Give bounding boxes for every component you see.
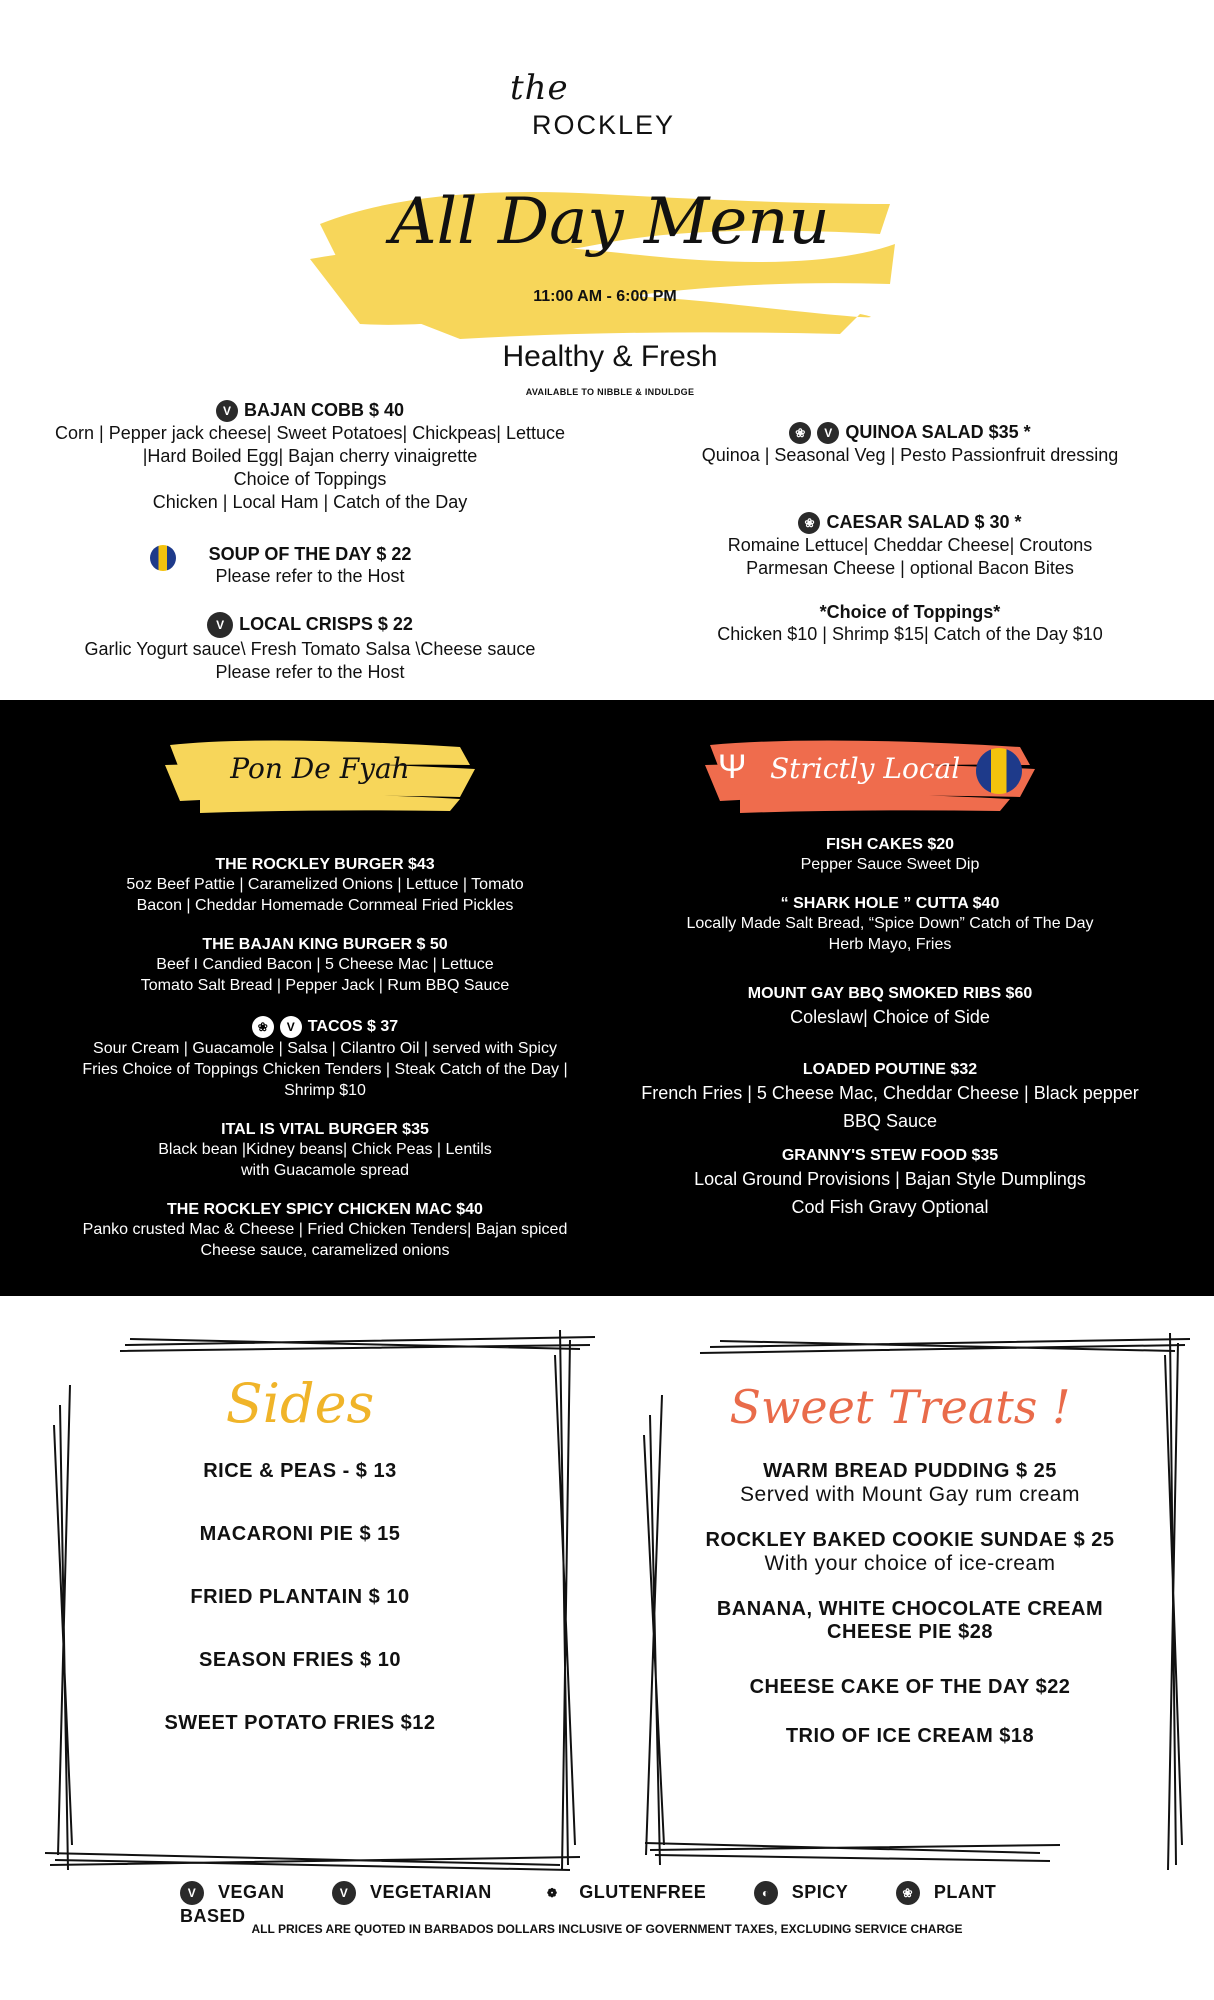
pon-de-fyah-list	[30, 856, 620, 1261]
item-desc-1: Coleslaw| Choice of Side	[790, 1007, 990, 1027]
item-desc-2: Fries Choice of Toppings Chicken Tenders | Steak Catch of the Day |	[82, 1061, 568, 1078]
vegetarian-icon: V	[817, 422, 839, 444]
logo-name: ROCKLEY	[532, 110, 676, 140]
item-desc-1: Romaine Lettuce| Cheddar Cheese| Croutons	[727, 535, 1093, 556]
item-title: *Choice of Toppings*	[819, 602, 1001, 622]
choice-of-toppings	[650, 602, 1170, 646]
item-desc-2: with Guacamole spread	[240, 1162, 410, 1179]
vegan-icon: V	[207, 612, 233, 638]
sweet-item-title: ROCKLEY BAKED COOKIE SUNDAE $ 25	[705, 1529, 1115, 1551]
item-title: LOCAL CRISPS $ 22	[239, 613, 413, 634]
item-desc-2: Cod Fish Gravy Optional	[791, 1197, 989, 1217]
sweet-item-title: BANANA, WHITE CHOCOLATE CREAM	[716, 1598, 1104, 1620]
item-desc-2: Parmesan Cheese | optional Bacon Bites	[746, 558, 1074, 579]
sweet-item-title: TRIO OF ICE CREAM $18	[785, 1725, 1035, 1747]
item-desc-2: |Hard Boiled Egg| Bajan cherry vinaigrette	[142, 446, 478, 467]
item-desc-2: Tomato Salt Bread | Pepper Jack | Rum BBQ Sauce	[140, 977, 510, 994]
sweet-item-desc: Served with Mount Gay rum cream	[740, 1483, 1080, 1506]
item-title: TACOS $ 37	[307, 1018, 399, 1036]
rockley-burger-item	[30, 856, 620, 916]
item-title: BAJAN COBB $ 40	[243, 400, 405, 420]
sweet-item-title-2: CHEESE PIE $28	[827, 1621, 993, 1643]
item-desc-2: Cheese sauce, caramelized onions	[200, 1242, 450, 1259]
stew-food-item	[610, 1147, 1170, 1221]
menu-title: All Day Menu	[390, 185, 830, 259]
item-desc-1: Garlic Yogurt sauce\ Fresh Tomato Salsa \Cheese sauce	[84, 639, 536, 659]
footer-note: ALL PRICES ARE QUOTED IN BARBADOS DOLLARS INCLUSIVE OF GOVERNMENT TAXES, EXCLUDING SERVICE CHARGE	[251, 1922, 963, 1936]
item-desc-2: Herb Mayo, Fries	[828, 936, 952, 953]
side-item: SEASON FRIES $ 10	[199, 1649, 401, 1671]
legend-label: GLUTENFREE	[579, 1881, 707, 1902]
item-title: MOUNT GAY BBQ SMOKED RIBS $60	[747, 985, 1033, 1002]
item-title: GRANNY'S STEW FOOD $35	[781, 1147, 999, 1164]
spicy-chicken-mac-item	[30, 1201, 620, 1261]
item-desc-4: Chicken | Local Ham | Catch of the Day	[152, 492, 468, 513]
side-item: MACARONI PIE $ 15	[199, 1523, 401, 1545]
item-title: THE ROCKLEY BURGER $43	[215, 856, 435, 873]
bbq-ribs-item	[610, 985, 1170, 1031]
item-desc-1: Pepper Sauce Sweet Dip	[800, 856, 980, 873]
gluten-free-icon: ❁	[539, 1880, 565, 1906]
item-desc-1: Sour Cream | Guacamole | Salsa | Cilantro Oil | served with Spicy	[93, 1040, 557, 1057]
legend-label: SPICY	[791, 1881, 849, 1902]
item-desc-1: French Fries | 5 Cheese Mac, Cheddar Cheese | Black pepper	[641, 1083, 1139, 1103]
bajan-king-burger-item	[30, 936, 620, 996]
sweets-title: Sweet Treats !	[729, 1380, 1071, 1434]
fish-cakes-item	[610, 836, 1170, 875]
item-title: LOADED POUTINE $32	[802, 1061, 978, 1078]
side-item: RICE & PEAS - $ 13	[203, 1460, 397, 1482]
item-desc-1: Chicken $10 | Shrimp $15| Catch of the Day $10	[717, 624, 1103, 644]
item-desc-2: Please refer to the Host	[215, 662, 405, 682]
item-desc-2: Bacon | Cheddar Homemade Cornmeal Fried Pickles	[136, 897, 514, 914]
bajan-cobb-item	[20, 400, 600, 514]
pon-de-fyah-label: Pon De Fyah	[230, 752, 410, 785]
sweet-item-desc: With your choice of ice-cream	[764, 1552, 1056, 1575]
sweet-item-title: WARM BREAD PUDDING $ 25	[763, 1460, 1057, 1482]
trident-icon: Ψ	[718, 748, 747, 786]
vegetarian-icon: V	[280, 1016, 302, 1038]
quinoa-salad-item	[650, 422, 1170, 467]
item-title: THE ROCKLEY SPICY CHICKEN MAC $40	[167, 1201, 483, 1218]
section-title: Healthy & Fresh	[502, 340, 718, 373]
plant-based-icon: ❀	[798, 512, 820, 534]
strictly-local-list	[610, 836, 1170, 1221]
item-title: FISH CAKES $20	[825, 836, 955, 853]
item-desc-1: Corn | Pepper jack cheese| Sweet Potatoes| Chickpeas| Lettuce	[55, 423, 565, 444]
shark-hole-cutta-item	[610, 895, 1170, 955]
vegan-icon: V	[180, 1881, 204, 1905]
item-title: SOUP OF THE DAY $ 22	[208, 544, 412, 564]
vegetarian-icon: V	[332, 1881, 356, 1905]
item-title: “ SHARK HOLE ” CUTTA $40	[780, 895, 1000, 912]
section-subtitle: AVAILABLE TO NIBBLE & INDULDGE	[525, 387, 695, 397]
item-desc-1: Beef I Candied Bacon | 5 Cheese Mac | Lettuce	[156, 956, 494, 973]
caesar-salad-item	[650, 512, 1170, 580]
sweet-item-title: CHEESE CAKE OF THE DAY $22	[749, 1676, 1071, 1698]
spicy-icon: ◐	[754, 1881, 778, 1905]
item-desc-1: Quinoa | Seasonal Veg | Pesto Passionfruit dressing	[701, 445, 1119, 466]
vegetarian-icon: V	[216, 400, 238, 422]
plant-based-icon: ❀	[896, 1881, 920, 1905]
item-desc-1: Locally Made Salt Bread, “Spice Down” Catch of The Day	[686, 915, 1094, 932]
barbados-flag-icon	[976, 748, 1022, 794]
sweets-list	[660, 1460, 1160, 1748]
item-desc-1: Panko crusted Mac & Cheese | Fried Chicken Tenders| Bajan spiced	[82, 1221, 568, 1238]
item-title: ITAL IS VITAL BURGER $35	[221, 1121, 429, 1138]
ital-burger-item	[30, 1121, 620, 1181]
sides-list	[80, 1460, 520, 1735]
item-desc-1: Local Ground Provisions | Bajan Style Dumplings	[694, 1169, 1086, 1189]
item-title: THE BAJAN KING BURGER $ 50	[202, 936, 448, 953]
tacos-item	[30, 1016, 620, 1101]
item-desc-1: Black bean |Kidney beans| Chick Peas | Lentils	[158, 1141, 492, 1158]
legend-label: PLANT BASED	[180, 1881, 997, 1926]
soup-item	[20, 544, 600, 588]
strictly-local-label: Strictly Local	[770, 752, 961, 785]
local-crisps-item	[20, 612, 600, 684]
item-desc-2: BBQ Sauce	[842, 1111, 938, 1131]
menu-hours: 11:00 AM - 6:00 PM	[533, 288, 677, 305]
legend-label: VEGETARIAN	[370, 1881, 492, 1902]
item-title: CAESAR SALAD $ 30 *	[826, 512, 1022, 532]
legend-label: VEGAN	[218, 1881, 285, 1902]
logo-the: the	[510, 68, 569, 108]
sides-title: Sides	[225, 1372, 375, 1435]
loaded-poutine-item	[610, 1061, 1170, 1135]
side-item: SWEET POTATO FRIES $12	[164, 1712, 436, 1734]
plant-based-icon: ❀	[789, 422, 811, 444]
item-desc-1: Please refer to the Host	[215, 566, 405, 586]
item-desc-3: Choice of Toppings	[233, 469, 387, 490]
item-desc-3: Shrimp $10	[284, 1082, 366, 1099]
item-title: QUINOA SALAD $35 *	[845, 422, 1031, 442]
plant-based-icon: ❀	[252, 1016, 274, 1038]
side-item: FRIED PLANTAIN $ 10	[190, 1586, 410, 1608]
dietary-legend	[180, 1880, 1060, 1927]
item-desc-1: 5oz Beef Pattie | Caramelized Onions | Lettuce | Tomato	[126, 876, 524, 893]
